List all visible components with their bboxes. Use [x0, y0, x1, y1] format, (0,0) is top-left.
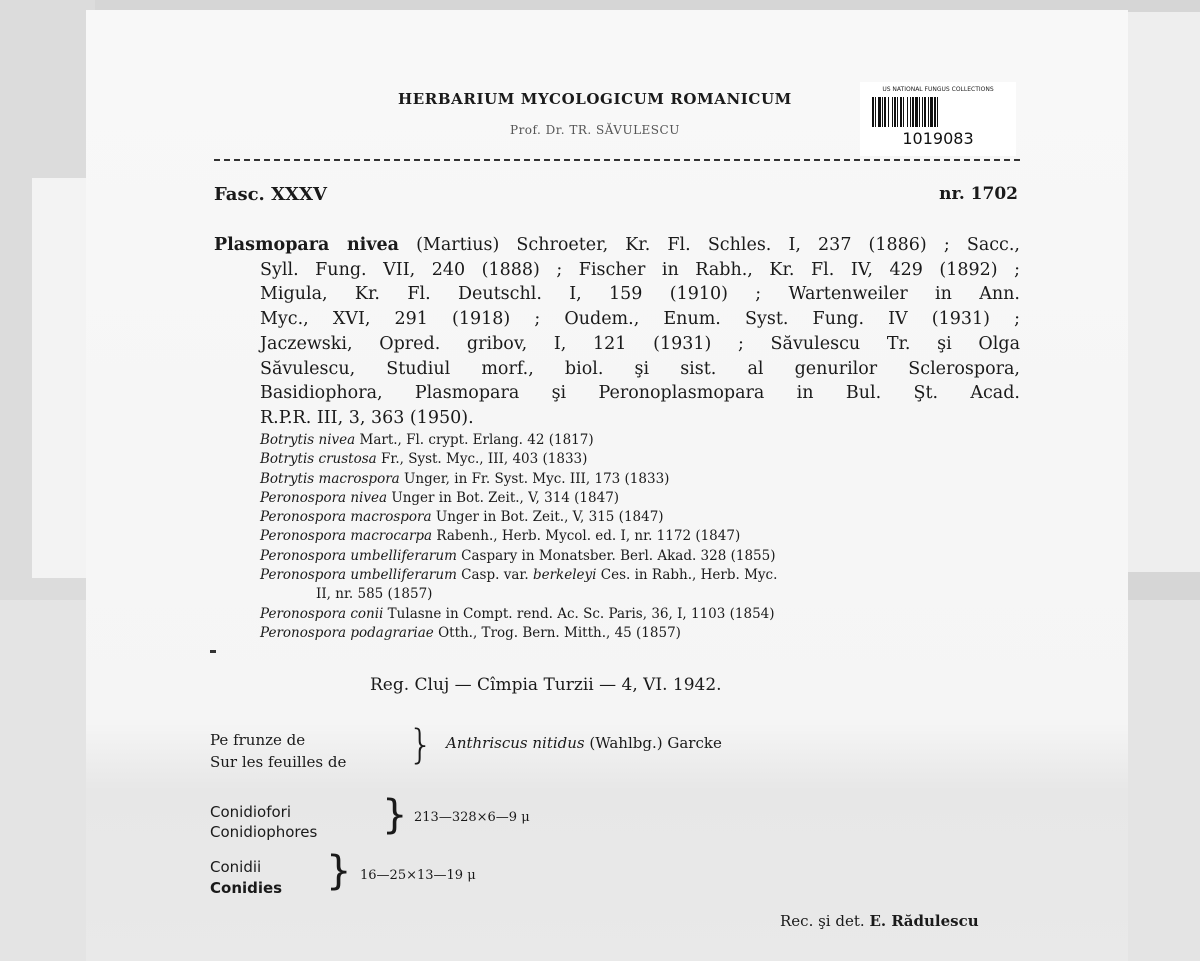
synonym-ref: Ces. in Rabh., Herb. Myc. [596, 567, 778, 584]
conidiophores-size: 213—328×6—9 μ [414, 810, 530, 825]
herbarium-title: HERBARIUM MYCOLOGICUM ROMANICUM [398, 90, 792, 108]
citation-line: Săvulescu, Studiul morf., biol. şi sist. al genurilor Sclerospora, [260, 358, 1020, 379]
ink-mark [210, 650, 216, 653]
synonym-ref: Caspary in Monatsber. Berl. Akad. 328 (1855) [456, 547, 776, 564]
synonym-item [260, 508, 1020, 527]
synonym-item [260, 605, 1020, 624]
background-card-right [1125, 12, 1200, 572]
synonym-ref: Unger, in Fr. Syst. Myc. III, 173 (1833) [399, 470, 670, 487]
synonym-item [260, 624, 1020, 643]
synonym-ref: Fr., Syst. Myc., III, 403 (1833) [376, 451, 588, 468]
host-authority: (Wahlbg.) Garcke [584, 734, 722, 752]
synonym-name: Peronospora macrospora [260, 509, 432, 526]
barcode-collection-title: US NATIONAL FUNGUS COLLECTIONS [882, 86, 994, 93]
synonym-name: Peronospora macrocarpa [260, 528, 433, 545]
collector-name: E. Rădulescu [869, 912, 979, 930]
conidiophores-label-ro: Conidiofori [210, 803, 291, 821]
synonym-variety: berkeleyi [532, 567, 597, 584]
citation-line: Syll. Fung. VII, 240 (1888) ; Fischer in Rabh., Kr. Fl. IV, 429 (1892) ; [260, 259, 1020, 280]
synonym-list [260, 431, 1020, 643]
collector-prefix: Rec. şi det. [780, 912, 865, 930]
synonym-ref: Unger in Bot. Zeit., V, 315 (1847) [431, 509, 664, 526]
synonym-item [260, 527, 1020, 546]
synonym-ref: II, nr. 585 (1857) [316, 586, 433, 603]
citation-line: Migula, Kr. Fl. Deutschl. I, 159 (1910) ; Wartenweiler in Ann. [260, 284, 1020, 305]
conidia-size: 16—25×13—19 μ [360, 868, 476, 883]
collector [780, 912, 979, 930]
synonym-ref: Unger in Bot. Zeit., V, 314 (1847) [387, 489, 620, 506]
locality: Reg. Cluj — Cîmpia Turzii — 4, VI. 1942. [370, 675, 722, 695]
synonym-name: Botrytis nivea [260, 432, 356, 448]
taxon-name: Plasmopara nivea [214, 235, 399, 255]
barcode-stripe [938, 97, 940, 127]
host-species [446, 734, 722, 752]
citation-line: Basidiophora, Plasmopara şi Peronoplasmopara in Bul. Şt. Acad. [260, 383, 1020, 404]
synonym-ref: Casp. var. [456, 567, 533, 584]
host-species-name: Anthriscus nitidus [446, 734, 585, 752]
synonym-ref: Tulasne in Compt. rend. Ac. Sc. Paris, 36, I, 1103 (1854) [383, 605, 775, 622]
brace-icon: } [326, 848, 352, 894]
barcode-label [860, 82, 1016, 156]
herbarium-director: Prof. Dr. TR. SĂVULESCU [510, 123, 680, 137]
citation-line: Jaczewski, Opred. gribov, I, 121 (1931) ; Săvulescu Tr. şi Olga [260, 333, 1020, 354]
conidiophores-label-fr: Conidiophores [210, 823, 318, 841]
synonym-item [260, 470, 1020, 489]
synonym-item [260, 450, 1020, 469]
herbarium-label [86, 10, 1128, 961]
barcode-number: 1019083 [902, 129, 974, 148]
synonym-name: Peronospora umbelliferarum [260, 567, 457, 584]
conidia-label-ro: Conidii [210, 858, 262, 876]
host-label-fr: Sur les feuilles de [210, 753, 347, 771]
host-label-ro: Pe frunze de [210, 731, 306, 749]
synonym-name: Peronospora umbelliferarum [260, 547, 457, 564]
specimen-number: nr. 1702 [939, 184, 1018, 204]
citation-line: Myc., XVI, 291 (1918) ; Oudem., Enum. Syst. Fung. IV (1931) ; [260, 309, 1020, 330]
citation-line: R.P.R. III, 3, 363 (1950). [260, 407, 474, 428]
conidia-label-fr: Conidies [210, 879, 283, 897]
barcode-icon [872, 97, 1004, 127]
synonym-name: Botrytis crustosa [260, 451, 377, 468]
synonym-ref: Otth., Trog. Bern. Mitth., 45 (1857) [433, 624, 681, 641]
synonym-name: Peronospora conii [260, 605, 384, 622]
synonym-ref: Mart., Fl. crypt. Erlang. 42 (1817) [355, 432, 594, 448]
synonym-item [260, 489, 1020, 508]
synonym-ref: Rabenh., Herb. Mycol. ed. I, nr. 1172 (1847) [432, 528, 741, 545]
synonym-item [260, 585, 1020, 604]
synonym-item [260, 566, 1020, 585]
header-divider [214, 159, 1020, 161]
brace-icon: } [408, 722, 434, 768]
synonym-name: Botrytis macrospora [260, 470, 400, 487]
fascicle: Fasc. XXXV [214, 184, 327, 205]
synonym-item [260, 547, 1020, 566]
synonym-item [260, 431, 1020, 450]
background-card-left [32, 178, 92, 578]
brace-icon: } [382, 792, 408, 838]
synonym-name: Peronospora podagrariae [260, 624, 434, 641]
synonym-name: Peronospora nivea [260, 489, 388, 506]
citation-line: (Martius) Schroeter, Kr. Fl. Schles. I, 237 (1886) ; Sacc., [398, 235, 1020, 255]
taxon-citation [214, 233, 1020, 431]
